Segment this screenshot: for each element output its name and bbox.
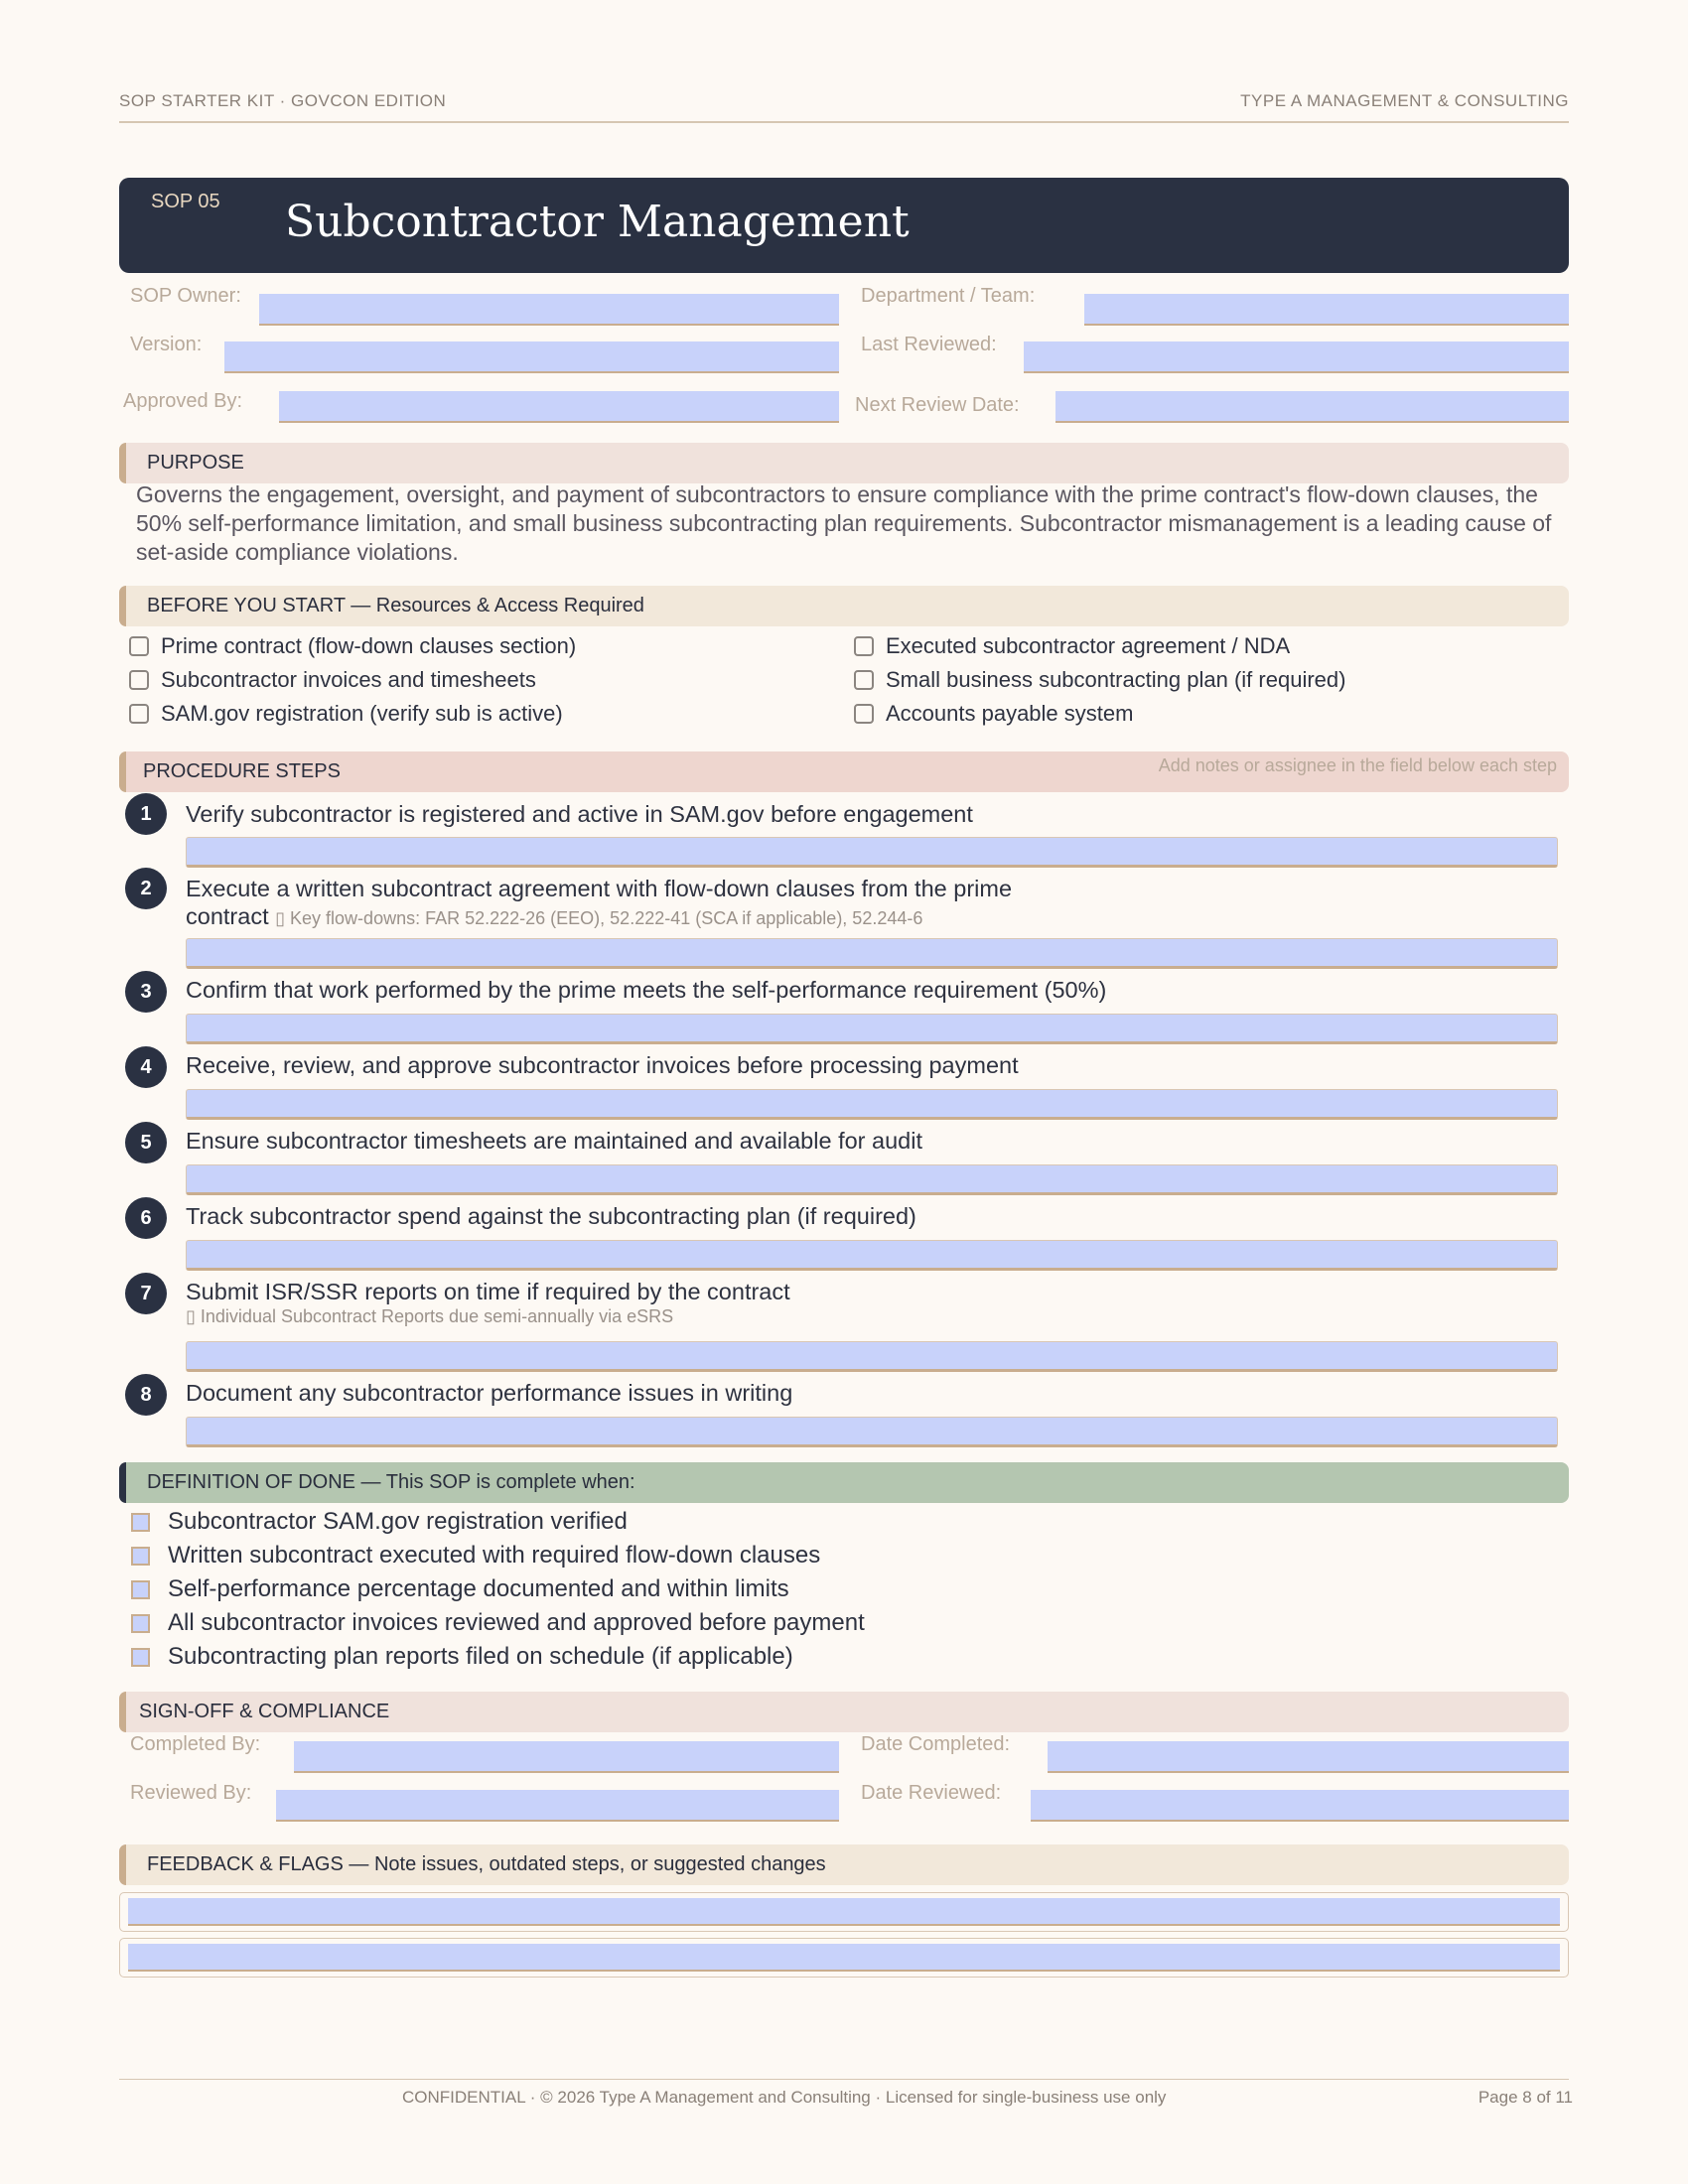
- checkbox[interactable]: [854, 636, 874, 656]
- step-text: Execute a written subcontract agreement with flow-down clauses from the prime: [186, 876, 1013, 901]
- step-number: 7: [125, 1273, 167, 1314]
- resource-label: Small business subcontracting plan (if required): [886, 667, 1346, 692]
- date-completed-label: Date Completed:: [861, 1733, 1011, 1755]
- next-review-field[interactable]: [1055, 391, 1569, 423]
- sop-owner-field[interactable]: [259, 294, 839, 326]
- approved-by-label: Approved By:: [123, 390, 243, 412]
- dod-heading: DEFINITION OF DONE — This SOP is complete when:: [147, 1471, 635, 1493]
- step-number: 1: [125, 793, 167, 835]
- resource-item[interactable]: [129, 701, 563, 727]
- feedback-section-header: [119, 1844, 1569, 1885]
- dod-label: Subcontracting plan reports filed on schedule (if applicable): [168, 1643, 793, 1670]
- last-reviewed-label: Last Reviewed:: [861, 334, 997, 355]
- next-review-label: Next Review Date:: [855, 394, 1020, 416]
- checkbox[interactable]: [129, 704, 149, 724]
- resource-label: Executed subcontractor agreement / NDA: [886, 633, 1291, 658]
- dod-checkbox[interactable]: [131, 1580, 150, 1599]
- dod-checkbox[interactable]: [131, 1614, 150, 1633]
- dod-label: Written subcontract executed with required flow-down clauses: [168, 1542, 821, 1569]
- dod-checkbox[interactable]: [131, 1547, 150, 1566]
- step-text: Ensure subcontractor timesheets are maintained and available for audit: [186, 1128, 922, 1154]
- footer-text: CONFIDENTIAL · © 2026 Type A Management and Consulting · Licensed for single-business use only: [402, 2088, 1167, 2107]
- before-start-section-header: [119, 586, 1569, 626]
- version-field[interactable]: [224, 341, 839, 373]
- step-note-hint: ▯ Individual Subcontract Reports due semi-annually via eSRS: [186, 1306, 674, 1326]
- step-note-hint: ▯ Key flow-downs: FAR 52.222-26 (EEO), 52.222-41 (SCA if applicable), 52.244-6: [275, 908, 923, 928]
- purpose-section-header: [119, 443, 1569, 483]
- signoff-accent-bar: [119, 1692, 126, 1732]
- version-label: Version:: [130, 334, 203, 355]
- header-right: TYPE A MANAGEMENT & CONSULTING: [1240, 91, 1569, 110]
- step-note-field[interactable]: [186, 1341, 1558, 1372]
- step-number: 3: [125, 971, 167, 1013]
- feedback-box[interactable]: [119, 1938, 1569, 1978]
- purpose-text: Governs the engagement, oversight, and payment of subcontractors to ensure compliance with the prime contract's flow-down clauses, the 50% self-performance limitation, and small business subcontracting plan requirements. Subcontractor mismanagement is a leading cause of set-aside compliance violations.: [136, 481, 1552, 565]
- step-note-field[interactable]: [186, 1240, 1558, 1271]
- step-note-field[interactable]: [186, 837, 1558, 868]
- feedback-field[interactable]: [128, 1944, 1560, 1972]
- page-number: Page 8 of 11: [1477, 2088, 1573, 2107]
- feedback-box[interactable]: [119, 1892, 1569, 1932]
- step-text-line2: contract: [186, 903, 269, 929]
- step-text-continued: [186, 902, 922, 932]
- feedback-field[interactable]: [128, 1898, 1560, 1926]
- completed-by-label: Completed By:: [130, 1733, 261, 1755]
- step-note-field[interactable]: [186, 1089, 1558, 1120]
- resource-label: SAM.gov registration (verify sub is active): [161, 701, 563, 726]
- footer-divider: [119, 2079, 1569, 2080]
- sop-number: SOP 05: [151, 191, 220, 212]
- step-note-field[interactable]: [186, 1417, 1558, 1447]
- step-text: Verify subcontractor is registered and active in SAM.gov before engagement: [186, 801, 973, 827]
- date-completed-field[interactable]: [1048, 1741, 1569, 1773]
- dod-checkbox[interactable]: [131, 1648, 150, 1667]
- reviewed-by-field[interactable]: [276, 1790, 839, 1822]
- step-note-field[interactable]: [186, 938, 1558, 969]
- dod-label: Subcontractor SAM.gov registration verified: [168, 1508, 628, 1535]
- purpose-heading: PURPOSE: [147, 452, 244, 474]
- checkbox[interactable]: [129, 636, 149, 656]
- step-number: 4: [125, 1046, 167, 1088]
- dod-label: All subcontractor invoices reviewed and approved before payment: [168, 1609, 865, 1636]
- resource-item[interactable]: [854, 701, 1133, 727]
- dod-item[interactable]: [131, 1508, 628, 1536]
- purpose-accent-bar: [119, 443, 126, 483]
- date-reviewed-field[interactable]: [1031, 1790, 1569, 1822]
- procedure-hint: Add notes or assignee in the field below each step: [1158, 755, 1557, 775]
- procedure-section-header: [119, 751, 1569, 792]
- dod-checkbox[interactable]: [131, 1513, 150, 1532]
- dod-accent-bar: [119, 1462, 126, 1503]
- completed-by-field[interactable]: [294, 1741, 839, 1773]
- step-text: Receive, review, and approve subcontractor invoices before processing payment: [186, 1052, 1019, 1078]
- department-label: Department / Team:: [861, 285, 1036, 307]
- signoff-heading: SIGN-OFF & COMPLIANCE: [139, 1701, 390, 1722]
- step-text: Confirm that work performed by the prime meets the self-performance requirement (50%): [186, 977, 1107, 1003]
- feedback-accent-bar: [119, 1844, 126, 1885]
- resource-label: Accounts payable system: [886, 701, 1134, 726]
- last-reviewed-field[interactable]: [1024, 341, 1569, 373]
- dod-item[interactable]: [131, 1609, 865, 1637]
- signoff-section-header: [119, 1692, 1569, 1732]
- resource-item[interactable]: [854, 667, 1345, 693]
- date-reviewed-label: Date Reviewed:: [861, 1782, 1002, 1804]
- department-field[interactable]: [1084, 294, 1569, 326]
- dod-section-header: [119, 1462, 1569, 1503]
- step-number: 6: [125, 1197, 167, 1239]
- checkbox[interactable]: [854, 704, 874, 724]
- resource-item[interactable]: [129, 667, 536, 693]
- before-start-heading: BEFORE YOU START — Resources & Access Required: [147, 595, 644, 616]
- feedback-heading: FEEDBACK & FLAGS — Note issues, outdated steps, or suggested changes: [147, 1853, 826, 1875]
- header-divider: [119, 121, 1569, 123]
- resource-item[interactable]: [854, 633, 1290, 659]
- step-number: 2: [125, 868, 167, 909]
- resource-label: Subcontractor invoices and timesheets: [161, 667, 536, 692]
- resource-label: Prime contract (flow-down clauses section): [161, 633, 577, 658]
- sop-owner-label: SOP Owner:: [130, 285, 241, 307]
- reviewed-by-label: Reviewed By:: [130, 1782, 252, 1804]
- step-text: Document any subcontractor performance issues in writing: [186, 1380, 793, 1406]
- step-note-field[interactable]: [186, 1014, 1558, 1044]
- dod-item[interactable]: [131, 1542, 820, 1570]
- dod-label: Self-performance percentage documented and within limits: [168, 1575, 789, 1602]
- step-number: 5: [125, 1122, 167, 1163]
- checkbox[interactable]: [854, 670, 874, 690]
- step-number: 8: [125, 1374, 167, 1416]
- checkbox[interactable]: [129, 670, 149, 690]
- procedure-heading: PROCEDURE STEPS: [143, 760, 341, 782]
- before-start-accent-bar: [119, 586, 126, 626]
- step-note-field[interactable]: [186, 1164, 1558, 1195]
- dod-item[interactable]: [131, 1643, 793, 1671]
- page-title: Subcontractor Management: [285, 197, 910, 247]
- header-left: SOP STARTER KIT · GOVCON EDITION: [119, 91, 447, 110]
- step-text: Submit ISR/SSR reports on time if required by the contract: [186, 1279, 790, 1304]
- resource-item[interactable]: [129, 633, 576, 659]
- dod-item[interactable]: [131, 1575, 789, 1603]
- step-text: Track subcontractor spend against the subcontracting plan (if required): [186, 1203, 916, 1229]
- procedure-accent-bar: [119, 751, 126, 792]
- approved-by-field[interactable]: [279, 391, 839, 423]
